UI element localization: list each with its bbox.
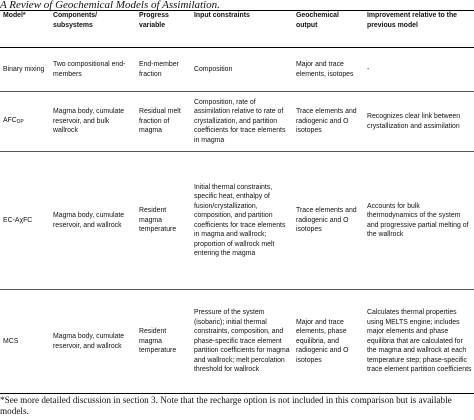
cell-improvement: Accounts for bulk thermodynamics of the system and progressive partial melting of the wallrock bbox=[367, 202, 469, 238]
cell-output: Major and trace elements, phase equilibria, and radiogenic and O isotopes bbox=[296, 318, 349, 364]
table-row bbox=[0, 152, 474, 290]
cell-progress: End-member fraction bbox=[139, 61, 179, 78]
table-row bbox=[0, 48, 474, 92]
cell-improvement: Recognizes clear link between crystallization and assimilation bbox=[367, 113, 461, 130]
cell-improvement: Calculates thermal properties using MELTS engine; includes major elements and phase equilibria that are calculated for the magma and wallrock at each temperature step; phase-specific trace element partition coefficients bbox=[367, 309, 472, 374]
cell-improvement: - bbox=[367, 65, 370, 73]
cell-model: MCS bbox=[3, 337, 19, 345]
cell-components: Two compositional end-members bbox=[53, 61, 126, 78]
cell-output: Trace elements and radiogenic and O isotopes bbox=[296, 108, 357, 135]
models-table bbox=[0, 10, 474, 394]
header-improvement: Improvement relative to the previous model bbox=[364, 11, 474, 48]
cell-components: Magma body, cumulate reservoir, and bulk wallrock bbox=[53, 108, 125, 135]
header-progress: Progress variable bbox=[136, 11, 191, 48]
header-model: Model* bbox=[0, 11, 50, 48]
table-row bbox=[0, 92, 474, 152]
table-row bbox=[0, 290, 474, 394]
cell-output: Major and trace elements, isotopes bbox=[296, 61, 354, 78]
table-footnote: *See more detailed discussion in section 3. Note that the recharge option is not included in this comparison but is available models. bbox=[0, 395, 452, 416]
cell-model: Binary mixing bbox=[3, 65, 45, 73]
cell-components: Magma body, cumulate reservoir, and wallrock bbox=[53, 212, 125, 229]
cell-output: Trace elements and radiogenic and O isotopes bbox=[296, 207, 357, 234]
table-caption: A Review of Geochemical Models of Assimilation. bbox=[0, 0, 220, 10]
table-header-row bbox=[0, 11, 474, 48]
model-subscript: DP bbox=[16, 118, 24, 125]
cell-progress: Resident magma temperature bbox=[139, 328, 177, 355]
cell-input: Composition, rate of assimilation relative to rate of crystallization, and partition coefficients for trace elements in magma bbox=[194, 98, 286, 144]
cell-input: Composition bbox=[194, 65, 233, 73]
header-output: Geochemical output bbox=[293, 11, 364, 48]
model-name: AFC bbox=[3, 116, 17, 124]
cell-progress: Resident magma temperature bbox=[139, 207, 177, 234]
cell-input: Initial thermal constraints, specific heat, enthalpy of fusion/crystallization, composition, and partition coefficients for trace elements in magma and wallrock; proportion of wallrock melt entering the magma bbox=[194, 183, 286, 257]
header-components: Components/ subsystems bbox=[50, 11, 136, 48]
header-input: Input constraints bbox=[191, 11, 293, 48]
cell-components: Magma body, cumulate reservoir, and wallrock bbox=[53, 333, 125, 350]
cell-input: Pressure of the system (isobaric); initial thermal constraints, composition, and phase-specific trace element partition coefficients for magma and wallrock; melt percolation threshold for wallrock bbox=[194, 309, 290, 374]
cell-progress: Residual melt fraction of magma bbox=[139, 108, 181, 135]
cell-model: EC-AχFC bbox=[3, 216, 33, 224]
cell-model bbox=[0, 92, 50, 152]
